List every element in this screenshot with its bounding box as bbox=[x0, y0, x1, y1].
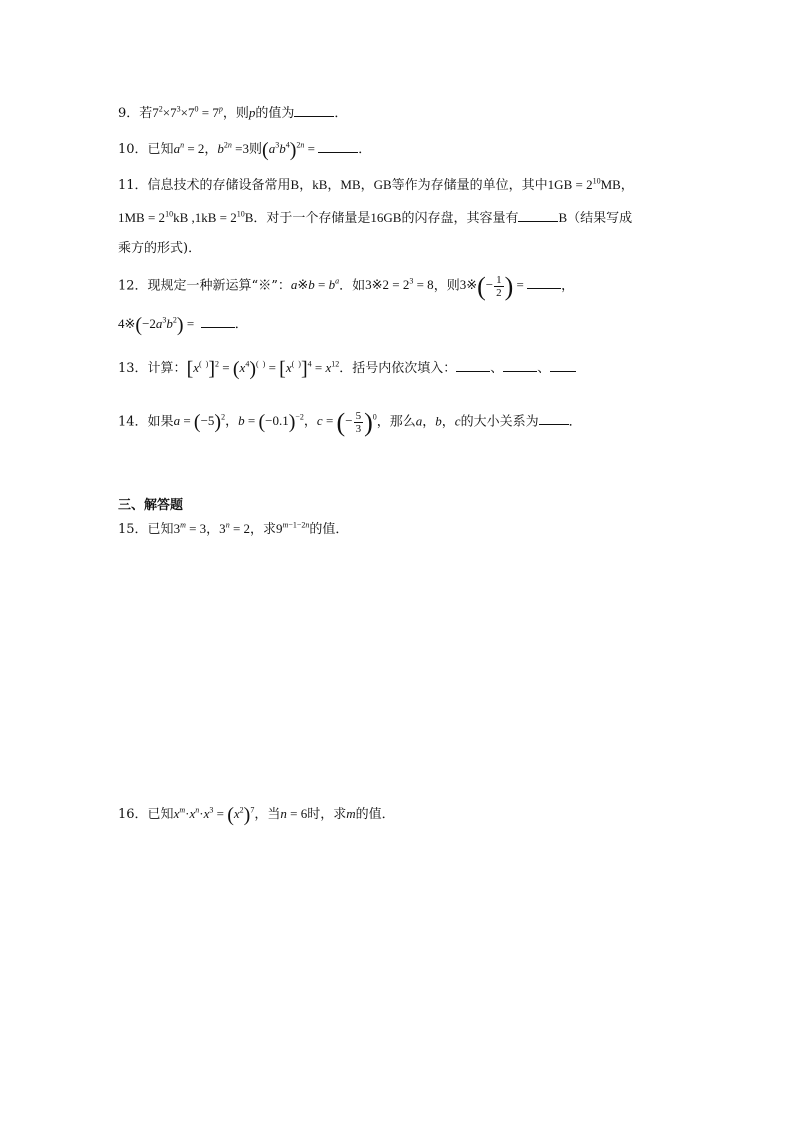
separator: 、 bbox=[537, 361, 551, 376]
answer-blank[interactable] bbox=[550, 359, 576, 372]
q11-line2-b: kB ,1kB = 2 bbox=[173, 210, 237, 225]
q16-var: m bbox=[346, 806, 356, 821]
q14-prefix: 如果 bbox=[147, 414, 174, 430]
q11-line1-text: 信息技术的存储设备常用B，kB，MB，GB等作为存储量的单位，其中1GB = 2 bbox=[147, 177, 593, 192]
q16-end: 的值． bbox=[355, 807, 395, 822]
q14-def-c: c = (− $\frac{5}{3}$ )$^0$ bbox=[316, 408, 377, 438]
answer-blank[interactable] bbox=[503, 359, 537, 372]
answer-blank[interactable] bbox=[518, 209, 558, 222]
q11-exp: 10 bbox=[236, 209, 245, 219]
fraction-denominator: 3 bbox=[355, 423, 362, 435]
q11-line2-d: B（结果写成 bbox=[558, 210, 633, 225]
question-16 bbox=[118, 805, 395, 824]
q12-text2: ．如 bbox=[339, 278, 366, 294]
q15-prefix: 已知 bbox=[147, 522, 174, 537]
q10-period: ． bbox=[358, 142, 372, 157]
question-number: 9． bbox=[118, 106, 140, 121]
q9-period: ． bbox=[334, 106, 348, 121]
q12-text3: ，则 bbox=[433, 278, 460, 294]
q12-expression-2: $4※(-2a^3b^2)$ = bbox=[118, 314, 201, 336]
answer-blank[interactable] bbox=[456, 359, 490, 372]
q11-exp: 10 bbox=[165, 209, 174, 219]
question-9 bbox=[118, 104, 347, 123]
q12-definition: a※b = $b^a$ bbox=[290, 277, 340, 293]
q16-prefix: 已知 bbox=[147, 807, 174, 822]
q10-expression: $(a^3b^4)^{2n}$ = bbox=[262, 139, 319, 161]
q11-exp: 10 bbox=[592, 176, 601, 186]
q14-vars: a，b，c bbox=[415, 413, 461, 429]
q13-prefix: 计算： bbox=[147, 361, 187, 376]
q13-equation: $[x^{( )}]^2 = (x^4)^{( )} = [x^{( )}]^4 = x^{12}$ bbox=[186, 358, 340, 380]
answer-blank[interactable] bbox=[539, 412, 569, 425]
q16-mid: ，当 bbox=[254, 807, 281, 822]
q14-then: ，那么 bbox=[376, 414, 416, 430]
separator: 、 bbox=[490, 361, 504, 376]
question-14 bbox=[118, 408, 582, 438]
question-number: 10． bbox=[118, 142, 148, 157]
q15-mid: ，求 bbox=[250, 522, 277, 537]
q15-expression: $9^{m-1-2n}$ bbox=[276, 520, 310, 536]
q9-prefix: 若 bbox=[139, 106, 153, 121]
question-10 bbox=[118, 140, 371, 159]
q9-end: 的值为 bbox=[255, 106, 295, 121]
question-number: 14． bbox=[118, 414, 148, 430]
q14-def-b: $b = (-0.1)^{-2}$， bbox=[238, 411, 317, 434]
fraction-numerator: 5 bbox=[355, 410, 362, 422]
question-15 bbox=[118, 520, 348, 539]
q16-mid2: 时，求 bbox=[307, 807, 347, 822]
answer-blank[interactable] bbox=[527, 276, 561, 289]
q15-end: 的值． bbox=[309, 522, 349, 537]
fraction-numerator: 1 bbox=[496, 274, 502, 286]
q16-condition: n = 6 bbox=[280, 806, 308, 821]
q13-suffix: ．括号内依次填入： bbox=[339, 361, 457, 376]
q15-given: $3^m = 3$，$3^n = 2$ bbox=[173, 520, 251, 536]
question-number: 16． bbox=[118, 807, 148, 822]
q14-def-a: $a = (-5)^2$， bbox=[173, 411, 239, 434]
question-number: 13． bbox=[118, 361, 148, 376]
q10-then: 则 bbox=[249, 142, 263, 157]
q9-equation: $7^2\times 7^3\times 7^0 = 7^p$ bbox=[152, 104, 223, 120]
answer-blank[interactable] bbox=[201, 315, 235, 328]
q12-expression: 3※(− $\frac{1}{2}$ ) = bbox=[459, 272, 528, 302]
answer-blank[interactable] bbox=[294, 104, 334, 117]
question-number: 15． bbox=[118, 522, 148, 537]
q11-line2-c: B．对于一个存储量是16GB的闪存盘，其容量有 bbox=[244, 210, 519, 225]
q12-period: ． bbox=[234, 317, 248, 332]
q9-suffix: ，则 bbox=[222, 106, 249, 121]
q14-end: 的大小关系为 bbox=[460, 414, 539, 430]
question-number: 12． bbox=[118, 278, 148, 294]
question-11-line1 bbox=[118, 176, 634, 195]
question-11-line2 bbox=[118, 209, 632, 228]
q11-line2-a: 1MB = 2 bbox=[118, 210, 166, 225]
q10-given-a: $a^n = 2$， bbox=[173, 140, 218, 156]
question-13 bbox=[118, 359, 576, 378]
q12-comma: ， bbox=[561, 278, 575, 294]
q11-line3-text: 乘方的形式)． bbox=[118, 241, 202, 256]
q12-example: 3※2 = $2^3 = 8$ bbox=[365, 277, 434, 293]
q12-text1: 现规定一种新运算“※”： bbox=[147, 278, 291, 294]
question-number: 11． bbox=[118, 178, 148, 193]
q10-given-b: $b^{2n} =3$ bbox=[217, 140, 249, 156]
question-12-line1 bbox=[118, 272, 575, 302]
fraction-denominator: 2 bbox=[496, 287, 502, 299]
question-11-line3 bbox=[118, 240, 201, 258]
section-title: 三、解答题 bbox=[118, 498, 184, 513]
answer-blank[interactable] bbox=[318, 140, 358, 153]
q16-equation: $x^m\cdot x^n\cdot x^3 = (x^2)^7$ bbox=[173, 804, 255, 826]
q14-period: ． bbox=[568, 414, 582, 430]
question-12-line2 bbox=[118, 315, 248, 334]
q10-prefix: 已知 bbox=[147, 142, 174, 157]
q9-var: p bbox=[248, 105, 256, 120]
q11-line1-end: MB， bbox=[600, 177, 634, 192]
